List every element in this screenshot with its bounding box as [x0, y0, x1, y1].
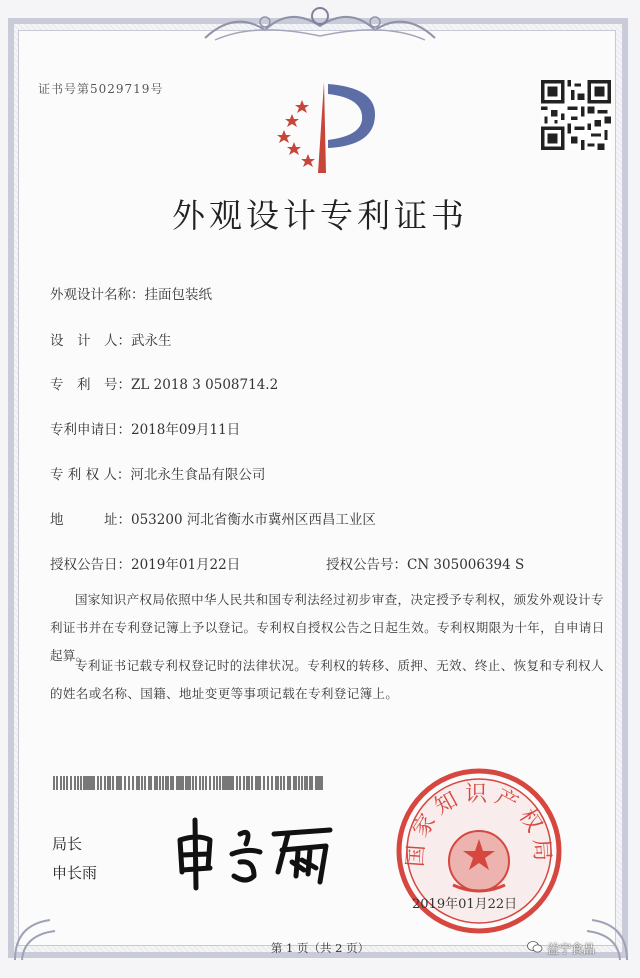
watermark [527, 940, 595, 957]
design-name-label: 外观设计名称： [50, 287, 145, 303]
certificate-title: 外观设计专利证书 [172, 196, 468, 235]
handwritten-signature [170, 810, 340, 892]
address-label: 地 址： [50, 512, 131, 528]
notice-paragraph-1: 国家知识产权局依照中华人民共和国专利法经过初步审查，决定授予专利权，颁发外观设计专利证书并在专利登记簿上予以登记。专利权自授权公告之日起生效。专利权期限为十年，自申请日起算。 [50, 592, 605, 663]
designer-value: 武永生 [131, 333, 172, 349]
grant-number-row [326, 553, 524, 573]
notice-paragraph-2: 专利证书记载专利权登记时的法律状况。专利权的转移、质押、无效、终止、恢复和专利权人的姓名或名称、国籍、地址变更等事项记载在专利登记簿上。 [50, 658, 604, 701]
seal-text: 国家知识产权局 [403, 782, 555, 868]
patentee-row [50, 463, 265, 483]
design-name-row [50, 283, 212, 303]
designer-row [50, 329, 172, 349]
grant-date-row [50, 553, 240, 573]
qr-code [541, 80, 611, 150]
designer-label: 设 计 人： [50, 333, 131, 349]
grant-number-value: CN 305006394 S [407, 557, 525, 573]
barcode [53, 776, 325, 790]
grant-number-label: 授权公告号： [326, 557, 407, 573]
page-indicator: 第 1 页（共 2 页） [270, 941, 370, 955]
grant-date-label: 授权公告日： [50, 557, 131, 573]
filing-date-row [50, 418, 240, 438]
filing-date-value: 2018年09月11日 [131, 422, 241, 438]
watermark-text: 益宁食品 [547, 942, 596, 956]
patentee-label: 专 利 权 人： [50, 467, 131, 483]
top-ornament [195, 0, 445, 46]
corner-ornament-bl [10, 905, 70, 965]
patent-number-row [50, 373, 278, 393]
certificate-number: 证书号第5029719号 [38, 82, 164, 96]
patentee-value: 河北永生食品有限公司 [130, 467, 266, 483]
seal-date: 2019年01月22日 [412, 897, 518, 912]
cnipa-logo [262, 78, 392, 173]
filing-date-label: 专利申请日： [50, 422, 131, 438]
signatory-name: 申长雨 [52, 864, 98, 882]
signatory-title: 局长 [52, 835, 83, 853]
address-row [50, 508, 376, 528]
wechat-icon [527, 940, 543, 957]
patent-number-value: ZL 2018 3 0508714.2 [131, 377, 279, 393]
design-name-value: 挂面包装纸 [144, 287, 212, 303]
patent-number-label: 专 利 号： [50, 377, 131, 393]
address-value: 053200 河北省衡水市冀州区西昌工业区 [131, 512, 376, 528]
grant-date-value: 2019年01月22日 [131, 557, 241, 573]
